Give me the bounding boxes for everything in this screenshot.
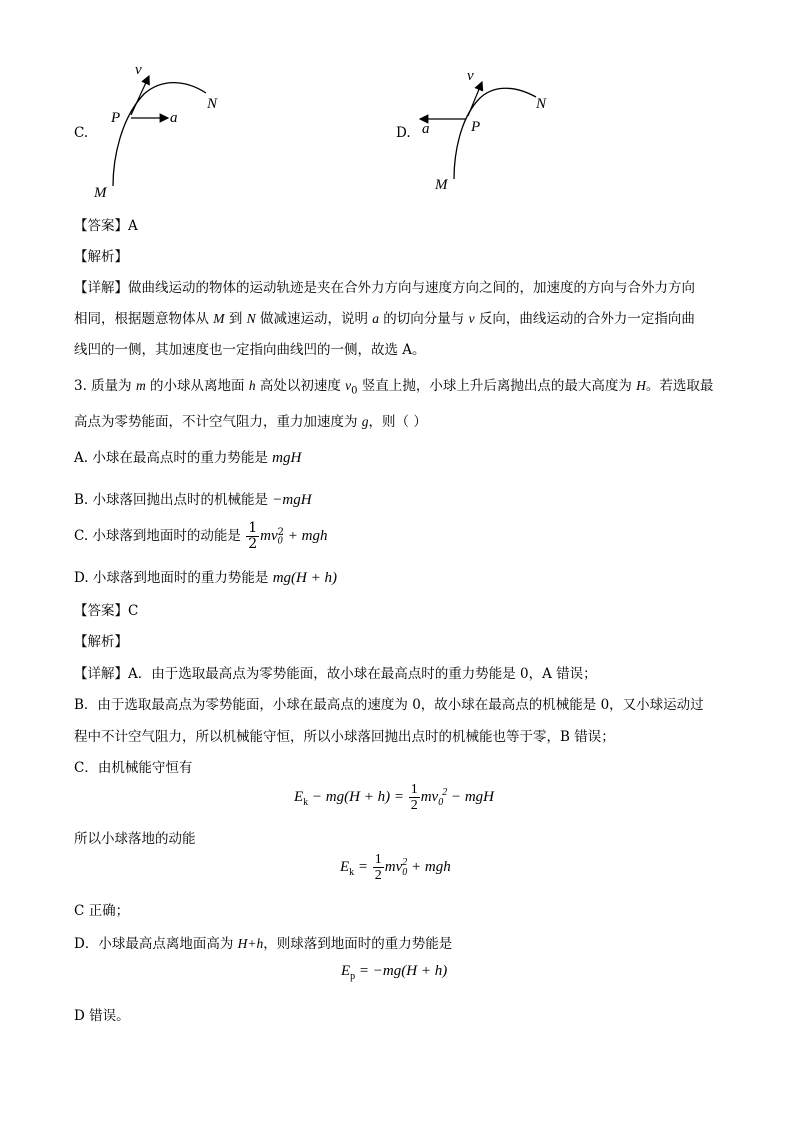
- q3-detail-c-line-1: C．由机械能守恒有: [74, 760, 193, 776]
- q2-detail-line-3: 线凹的一侧，其加速度也一定指向曲线凹的一侧，故选 A。: [74, 342, 426, 358]
- q3-analysis-label: 【解析】: [74, 634, 128, 650]
- equation-potential-energy: $E_p = -mg(H + h)$: [341, 963, 448, 982]
- q3-detail-a: 【详解】A．由于选取最高点为零势能面，故小球在最高点时的重力势能是 0，A 错误；: [74, 666, 597, 682]
- q2-analysis-label: 【解析】: [74, 249, 128, 265]
- q3-detail-c-line-3: C 正确；: [74, 903, 130, 919]
- trajectory-curve-c: [113, 83, 206, 186]
- q2-detail-line-1: 【详解】做曲线运动的物体的运动轨迹是夹在合外力方向与速度方向之间的，加速度的方向与合外力方向: [74, 280, 695, 296]
- q3-option-d: D. 小球落到地面时的重力势能是 mg(H + h): [74, 570, 337, 586]
- label-p-c: P: [111, 110, 121, 126]
- option-d-label: D.: [396, 125, 411, 141]
- equation-energy-conservation: $E_k - mg(H + h)$ = $\frac{1}{2}$ $mv_0^2$ − mgH: [294, 782, 494, 813]
- label-n-c: N: [207, 96, 218, 112]
- label-v-c: v: [135, 62, 142, 78]
- q3-option-b: B. 小球落回抛出点时的机械能是 −mgH: [74, 492, 312, 508]
- velocity-arrow-c: [131, 76, 149, 115]
- q3-stem-line-1: 3. 质量为 m 的小球从离地面 h 高处以初速度 $v_0$ 竖直上抛，小球上升后离抛出点的最大高度为 H。若选取最: [74, 378, 714, 397]
- label-p-d: P: [471, 119, 481, 135]
- label-v-d: v: [467, 68, 474, 84]
- trajectory-curve-d: [454, 88, 536, 179]
- q2-answer-label: 【答案】A: [74, 218, 138, 234]
- q3-detail-b-line-2: 程中不计空气阻力，所以机械能守恒，所以小球落回抛出点时的机械能也等于零，B 错误；: [74, 729, 615, 745]
- q3-detail-d-line-1: D．小球最高点离地面高为 H+h，则球落到地面时的重力势能是: [74, 936, 453, 952]
- q3-detail-b-line-1: B．由于选取最高点为零势能面，小球在最高点的速度为 0，故小球在最高点的机械能是 0，又小球运动过: [74, 697, 704, 713]
- label-a-d: a: [422, 121, 430, 137]
- q3-detail-d-line-2: D 错误。: [74, 1008, 130, 1024]
- label-a-c: a: [170, 110, 178, 126]
- label-n-d: N: [536, 96, 547, 112]
- q3-answer-label: 【答案】C: [74, 603, 139, 619]
- q3-detail-c-line-2: 所以小球落地的动能: [74, 831, 196, 847]
- equation-kinetic-energy: $E_k$ = $\frac{1}{2}$ $mv_0^2$ + mgh: [340, 852, 451, 883]
- figure-option-c: [86, 58, 246, 206]
- q2-detail-line-2: 相同，根据题意物体从 M 到 N 做减速运动，说明 a 的切向分量与 v 反向，曲线运动的合外力一定指向曲: [74, 311, 695, 327]
- q3-stem-line-2: 高点为零势能面，不计空气阻力，重力加速度为 g，则（ ）: [74, 414, 427, 430]
- figure-option-d: [414, 64, 564, 196]
- option-c-label: C.: [74, 125, 89, 141]
- label-m-c: M: [94, 185, 107, 201]
- q3-option-c: C. 小球落到地面时的动能是 $\frac{1}{2}$ $mv_0^2$ + mgh: [74, 520, 328, 552]
- label-m-d: M: [435, 177, 448, 193]
- q3-option-a: A. 小球在最高点时的重力势能是 mgH: [74, 450, 302, 466]
